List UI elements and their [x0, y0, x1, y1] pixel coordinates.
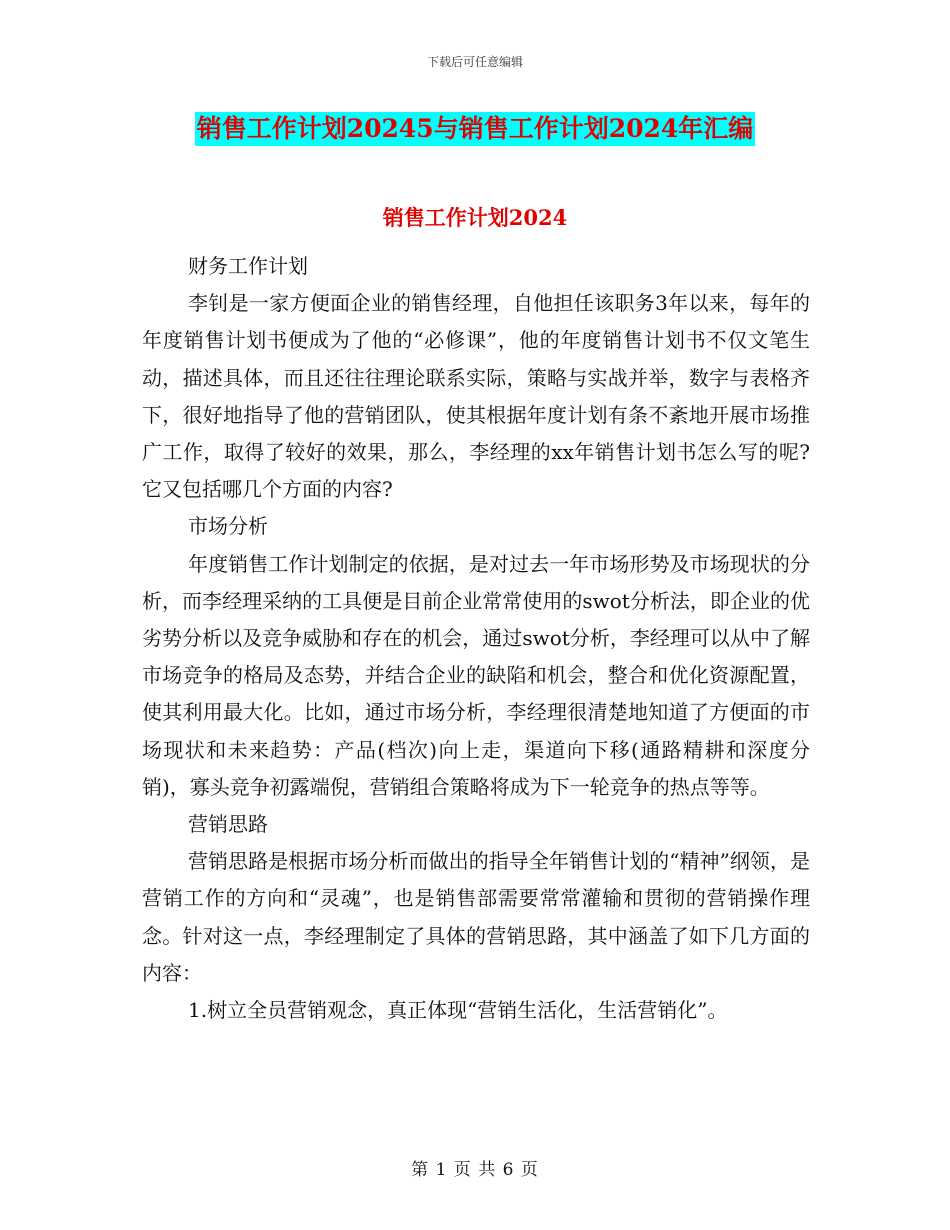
paragraph: 年度销售工作计划制定的依据，是对过去一年市场形势及市场现状的分析，而李经理采纳的工具便是目前企业常常使用的swot分析法，即企业的优劣势分析以及竞争威胁和存在的机会，通过swot分析，李经理可以从中了解市场竞争的格局及态势，并结合企业的缺陷和机会，整合和优化资源配置，使其利用最大化。比如，通过市场分析，李经理很清楚地知道了方便面的市场现状和未来趋势：产品(档次)向上走，渠道向下移(通路精耕和深度分销)，寡头竞争初露端倪，营销组合策略将成为下一轮竞争的热点等等。 [142, 551, 810, 799]
main-title-wrap [0, 112, 950, 146]
paragraph: 李钊是一家方便面企业的销售经理，自他担任该职务3年以来，每年的年度销售计划书便成为了他的“必修课”，他的年度销售计划书不仅文笔生动，描述具体，而且还往往理论联系实际，策略与实战并举，数字与表格齐下，很好地指导了他的营销团队，使其根据年度计划有条不紊地开展市场推广工作，取得了较好的效果，那么，李经理的xx年销售计划书怎么写的呢?它又包括哪几个方面的内容? [142, 291, 810, 502]
paragraph: 1.树立全员营销观念，真正体现“营销生活化，生活营销化”。 [188, 998, 728, 1023]
main-title: 销售工作计划20245与销售工作计划2024年汇编 [195, 112, 756, 146]
document-body [142, 248, 810, 1029]
page-header: 下载后可任意编辑 [426, 55, 523, 69]
sub-title: 销售工作计划2024 [382, 205, 568, 230]
section-heading: 财务工作计划 [188, 254, 308, 278]
page-footer: 第 1 页 共 6 页 [411, 1160, 539, 1180]
paragraph: 营销思路是根据市场分析而做出的指导全年销售计划的“精神”纲领，是营销工作的方向和“灵魂”，也是销售部需要常常灌输和贯彻的营销操作理念。针对这一点，李经理制定了具体的营销思路，其中涵盖了如下几方面的内容： [142, 849, 810, 985]
section-heading: 营销思路 [188, 812, 268, 837]
section-heading: 市场分析 [188, 514, 268, 539]
